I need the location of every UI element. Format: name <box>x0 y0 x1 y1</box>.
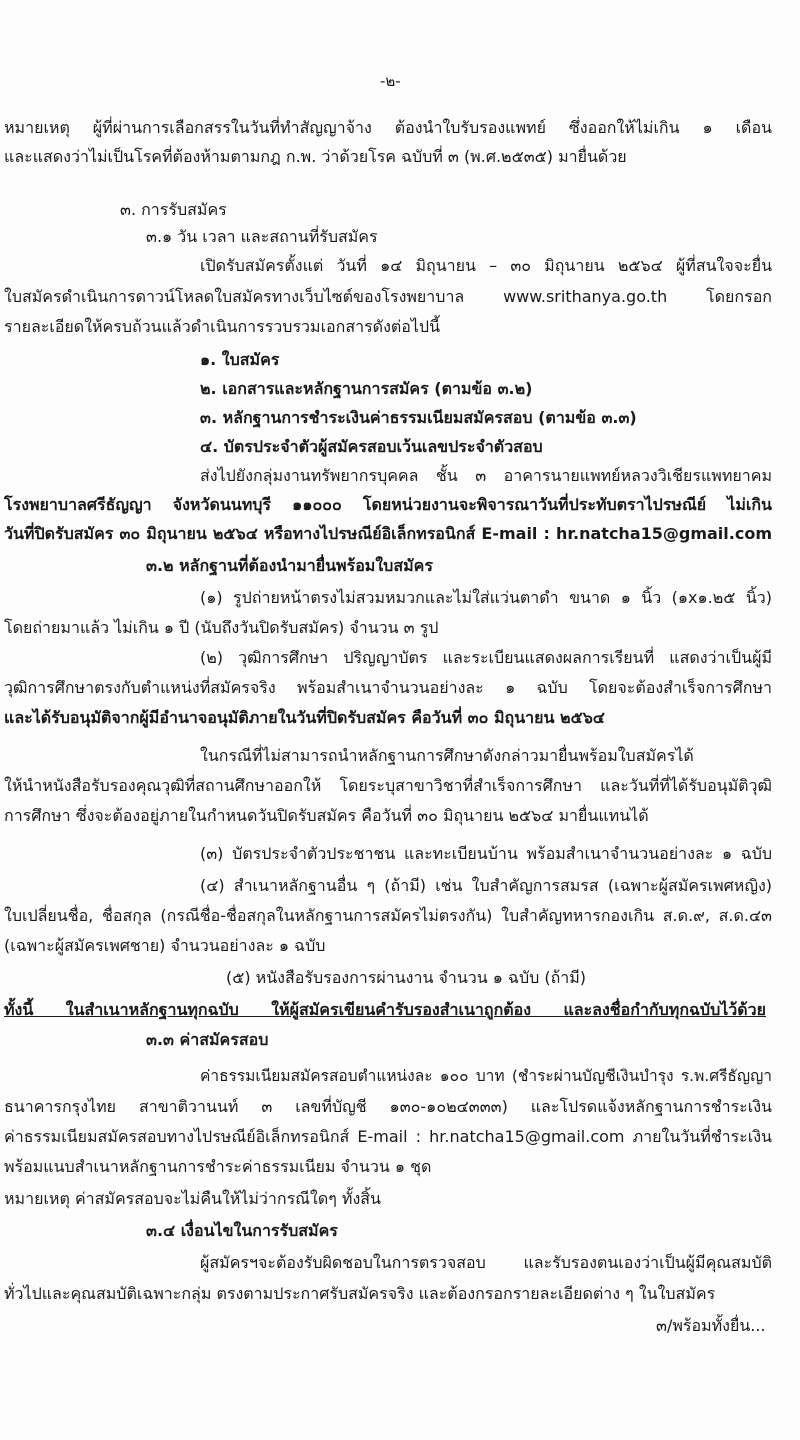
section-3-1-para-2-line-3: วันที่ปิดรับสมัคร ๓๐ มิถุนายน ๒๕๖๔ หรือทางไปรษณีย์อิเล็กทรอนิกส์ E-mail : hr.natcha15@gmail.com <box>4 524 772 543</box>
evidence-item-3: (๓) บัตรประจำตัวประชาชน และทะเบียนบ้าน พร้อมสำเนาจำนวนอย่างละ ๑ ฉบับ <box>200 844 772 863</box>
fee-para-line-1: ค่าธรรมเนียมสมัครสอบตำแหน่งละ ๑๐๐ บาท (ชำระผ่านบัญชีเงินบำรุง ร.พ.ศรีธัญญา <box>200 1067 772 1085</box>
evidence-item-2b-line-1: ในกรณีที่ไม่สามารถนำหลักฐานการศึกษาดังกล่าวมายื่นพร้อมใบสมัครได้ <box>200 746 694 765</box>
fee-para-line-3: ค่าธรรมเนียมสมัครสอบทางไปรษณีย์อิเล็กทรอนิกส์ E-mail : hr.natcha15@gmail.com ภายในวันที่ชำระเงิน <box>4 1127 772 1146</box>
page-number: -๒- <box>380 72 401 90</box>
evidence-item-1-line-1: (๑) รูปถ่ายหน้าตรงไม่สวมหมวกและไม่ใส่แว่นตาดำ ขนาด ๑ นิ้ว (๑x๑.๒๕ นิ้ว) <box>200 588 772 607</box>
section-3-1-para-2-line-1: ส่งไปยังกลุ่มงานทรัพยากรบุคคล ชั้น ๓ อาคารนายแพทย์หลวงวิเชียรแพทยาคม <box>200 466 772 485</box>
evidence-item-1-line-2: โดยถ่ายมาแล้ว ไม่เกิน ๑ ปี (นับถึงวันปิดรับสมัคร) จำนวน ๓ รูป <box>4 618 439 637</box>
evidence-item-4-line-3: (เฉพาะผู้สมัครเพศชาย) จำนวนอย่างละ ๑ ฉบับ <box>4 936 326 955</box>
section-3-1-para-2-line-2: โรงพยาบาลศรีธัญญา จังหวัดนนทบุรี ๑๑๐๐๐ โดยหน่วยงานจะพิจารณาวันที่ประทับตราไปรษณีย์ ไม่เกิน <box>4 495 772 514</box>
document-list-item-3: ๓. หลักฐานการชำระเงินค่าธรรมเนียมสมัครสอบ (ตามข้อ ๓.๓) <box>200 408 637 427</box>
section-3-1-heading: ๓.๑ วัน เวลา และสถานที่รับสมัคร <box>146 227 378 246</box>
note-1-line-2: และแสดงว่าไม่เป็นโรคที่ต้องห้ามตามกฎ ก.พ. ว่าด้วยโรค ฉบับที่ ๓ (พ.ศ.๒๕๓๕) มายื่นด้วย <box>4 147 627 166</box>
evidence-item-2-line-2: วุฒิการศึกษาตรงกับตำแหน่งที่สมัครจริง พร้อมสำเนาจำนวนอย่างละ ๑ ฉบับ โดยจะต้องสำเร็จการศึกษา <box>4 678 772 697</box>
document-list-item-2: ๒. เอกสารและหลักฐานการสมัคร (ตามข้อ ๓.๒) <box>200 379 533 398</box>
section-3-heading: ๓. การรับสมัคร <box>120 200 227 219</box>
evidence-item-5: (๕) หนังสือรับรองการผ่านงาน จำนวน ๑ ฉบับ (ถ้ามี) <box>226 968 587 987</box>
evidence-item-2b-line-2: ให้นำหนังสือรับรองคุณวุฒิที่สถานศึกษาออกให้ โดยระบุสาขาวิชาที่สำเร็จการศึกษา และวันที่ที่ได้รับอนุมัติวุฒิ <box>4 776 772 795</box>
evidence-item-4-line-2: ใบเปลี่ยนชื่อ, ชื่อสกุล (กรณีชื่อ-ชื่อสกุลในหลักฐานการสมัครไม่ตรงกัน) ใบสำคัญทหารกองเกิน ส.ด.๙, ส.ด.๔๓ <box>4 906 772 925</box>
section-3-1-para-1-line-1: เปิดรับสมัครตั้งแต่ วันที่ ๑๔ มิถุนายน – ๓๐ มิถุนายน ๒๕๖๔ ผู้ที่สนใจจะยื่น <box>200 256 772 275</box>
fee-para-line-4: พร้อมแนบสำเนาหลักฐานการชำระค่าธรรมเนียม จำนวน ๑ ชุด <box>4 1157 432 1176</box>
fee-note: หมายเหตุ ค่าสมัครสอบจะไม่คืนให้ไม่ว่ากรณีใดๆ ทั้งสิ้น <box>4 1189 381 1208</box>
conditions-para-line-2: ทั่วไปและคุณสมบัติเฉพาะกลุ่ม ตรงตามประกาศรับสมัครจริง และต้องกรอกรายละเอียดต่าง ๆ ในใบสมัคร <box>4 1284 716 1303</box>
section-3-3-heading: ๓.๓ ค่าสมัครสอบ <box>146 1030 269 1049</box>
note-1-line-1: หมายเหตุ ผู้ที่ผ่านการเลือกสรรในวันที่ทำสัญญาจ้าง ต้องนำใบรับรองแพทย์ ซึ่งออกให้ไม่เกิน ๑ เดือน <box>4 118 772 137</box>
section-3-1-para-1-line-3: รายละเอียดให้ครบถ้วนแล้วดำเนินการรวบรวมเอกสารดังต่อไปนี้ <box>4 317 441 336</box>
evidence-item-2-line-1: (๒) วุฒิการศึกษา ปริญญาบัตร และระเบียนแสดงผลการเรียนที่ แสดงว่าเป็นผู้มี <box>200 648 772 667</box>
document-list-item-4: ๔. บัตรประจำตัวผู้สมัครสอบเว้นเลขประจำตัวสอบ <box>200 437 543 456</box>
evidence-item-2-line-3: และได้รับอนุมัติจากผู้มีอำนาจอนุมัติภายในวันที่ปิดรับสมัคร คือวันที่ ๓๐ มิถุนายน ๒๕๖๔ <box>4 708 605 727</box>
continuation-marker: ๓/พร้อมทั้งยื่น... <box>656 1316 766 1335</box>
certification-note: ทั้งนี้ ในสำเนาหลักฐานทุกฉบับ ให้ผู้สมัครเขียนคำรับรองสำเนาถูกต้อง และลงชื่อกำกับทุกฉบับไว้ด้วย <box>4 1000 766 1019</box>
section-3-4-heading: ๓.๔ เงื่อนไขในการรับสมัคร <box>146 1221 338 1240</box>
document-list-item-1: ๑. ใบสมัคร <box>200 350 280 369</box>
evidence-item-2b-line-3: การศึกษา ซึ่งจะต้องอยู่ภายในกำหนดวันปิดรับสมัคร คือวันที่ ๓๐ มิถุนายน ๒๕๖๔ มายื่นแทนได้ <box>4 806 649 825</box>
evidence-item-4-line-1: (๔) สำเนาหลักฐานอื่น ๆ (ถ้ามี) เช่น ใบสำคัญการสมรส (เฉพาะผู้สมัครเพศหญิง) <box>200 876 772 895</box>
section-3-1-para-1-line-2: ใบสมัครดำเนินการดาวน์โหลดใบสมัครทางเว็บไซต์ของโรงพยาบาล www.srithanya.go.th โดยกรอก <box>4 287 772 306</box>
fee-para-line-2: ธนาคารกรุงไทย สาขาติวานนท์ ๓ เลขที่บัญชี ๑๓๐-๑๐๒๔๓๓๓) และโปรดแจ้งหลักฐานการชำระเงิน <box>4 1097 772 1116</box>
section-3-2-heading: ๓.๒ หลักฐานที่ต้องนำมายื่นพร้อมใบสมัคร <box>146 556 433 575</box>
conditions-para-line-1: ผู้สมัครฯจะต้องรับผิดชอบในการตรวจสอบ และรับรองตนเองว่าเป็นผู้มีคุณสมบัติ <box>200 1253 772 1272</box>
